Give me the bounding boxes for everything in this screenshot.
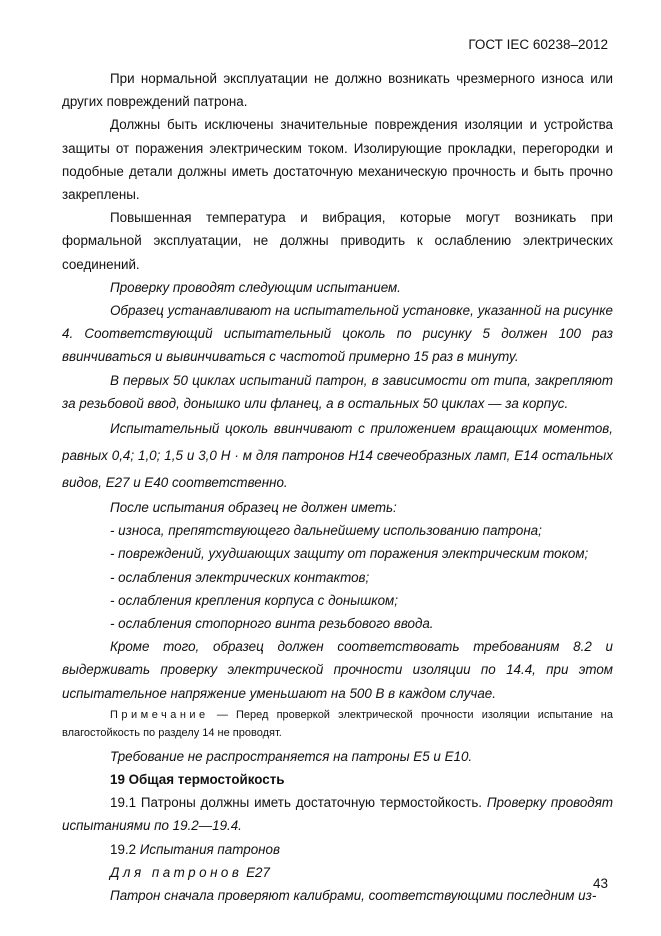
- paragraph-torque: Испытательный цоколь ввинчивают с приложением вращающих моментов, равных 0,4; 1,0; 1,5 и 3,0 Н · м для патронов Н14 свечеобразных ламп, Е14 остальных видов, Е27 и Е40 соответственно.: [62, 421, 613, 491]
- paragraph-19-1: [62, 791, 613, 837]
- paragraph-additional: Кроме того, образец должен соответствовать требованиям 8.2 и выдерживать проверку электрической прочности изоляции по 14.4, при этом испытательное напряжение уменьшают на 500 В в каждом случае.: [62, 639, 613, 701]
- page-body: [62, 67, 613, 907]
- document-header: ГОСТ IEC 60238–2012: [468, 37, 608, 52]
- clause-19-2-title: Испытания патронов: [139, 841, 280, 857]
- paragraph-test-setup: Образец устанавливают на испытательной установке, указанной на рисунке 4. Соответствующий испытательный цоколь по рисунку 5 должен 100 раз ввинчиваться и вывинчиваться с частотой примерно 15 раз в минуту.: [62, 303, 613, 365]
- section-heading: 19 Общая термостойкость: [110, 772, 285, 788]
- note-label: Примечание: [110, 708, 209, 721]
- page-number: 43: [592, 876, 608, 891]
- paragraph-test-intro: Проверку проводят следующим испытанием.: [110, 279, 401, 295]
- paragraph-temperature: Повышенная температура и вибрация, которые могут возникать при формальной эксплуатации, не должны приводить к ослаблению электрических соединений.: [62, 210, 613, 272]
- dash-item: - повреждений, ухудшающих защиту от поражения электрическим током;: [110, 546, 589, 562]
- e27-label-rest: Е27: [242, 864, 270, 880]
- paragraph-insulation: Должны быть исключены значительные повреждения изоляции и устройства защиты от поражения электрическим током. Изолирующие прокладки, перегородки и подобные детали должны иметь достаточную механическую прочность и быть прочно закреплены.: [62, 117, 613, 203]
- paragraph-19-2: [62, 838, 613, 861]
- paragraph-cycles: В первых 50 циклах испытаний патрон, в зависимости от типа, закрепляют за резьбовой ввод, донышко или фланец, а в остальных 50 циклах — за корпус.: [62, 372, 613, 411]
- note-text: — Перед проверкой электрической прочности изоляции испытание на влагостойкость по разделу 14 не проводят.: [62, 708, 613, 740]
- note: [62, 706, 613, 743]
- paragraph-exception: Требование не распространяется на патроны Е5 и Е10.: [110, 748, 473, 764]
- dash-item: - износа, препятствующего дальнейшему использованию патрона;: [110, 523, 542, 539]
- paragraph-gauges: Патрон сначала проверяют калибрами, соответствующими последним из-: [110, 888, 597, 904]
- dash-item: - ослабления электрических контактов;: [110, 569, 370, 585]
- clause-19-1-italic: Проверку проводят испытаниями по 19.2—19.4.: [62, 795, 614, 834]
- dash-item: - ослабления стопорного винта резьбового ввода.: [110, 616, 434, 632]
- e27-spaced-label: Для патронов: [110, 864, 243, 880]
- clause-19-2-number: 19.2: [110, 841, 140, 857]
- paragraph-e27: [62, 861, 613, 884]
- paragraph-after-test: После испытания образец не должен иметь:: [110, 500, 397, 516]
- paragraph-wear: При нормальной эксплуатации не должно возникать чрезмерного износа или других повреждений патрона.: [62, 71, 613, 110]
- clause-19-1-text: 19.1 Патроны должны иметь достаточную термостойкость.: [110, 795, 487, 811]
- dash-item: - ослабления крепления корпуса с донышком;: [110, 592, 398, 608]
